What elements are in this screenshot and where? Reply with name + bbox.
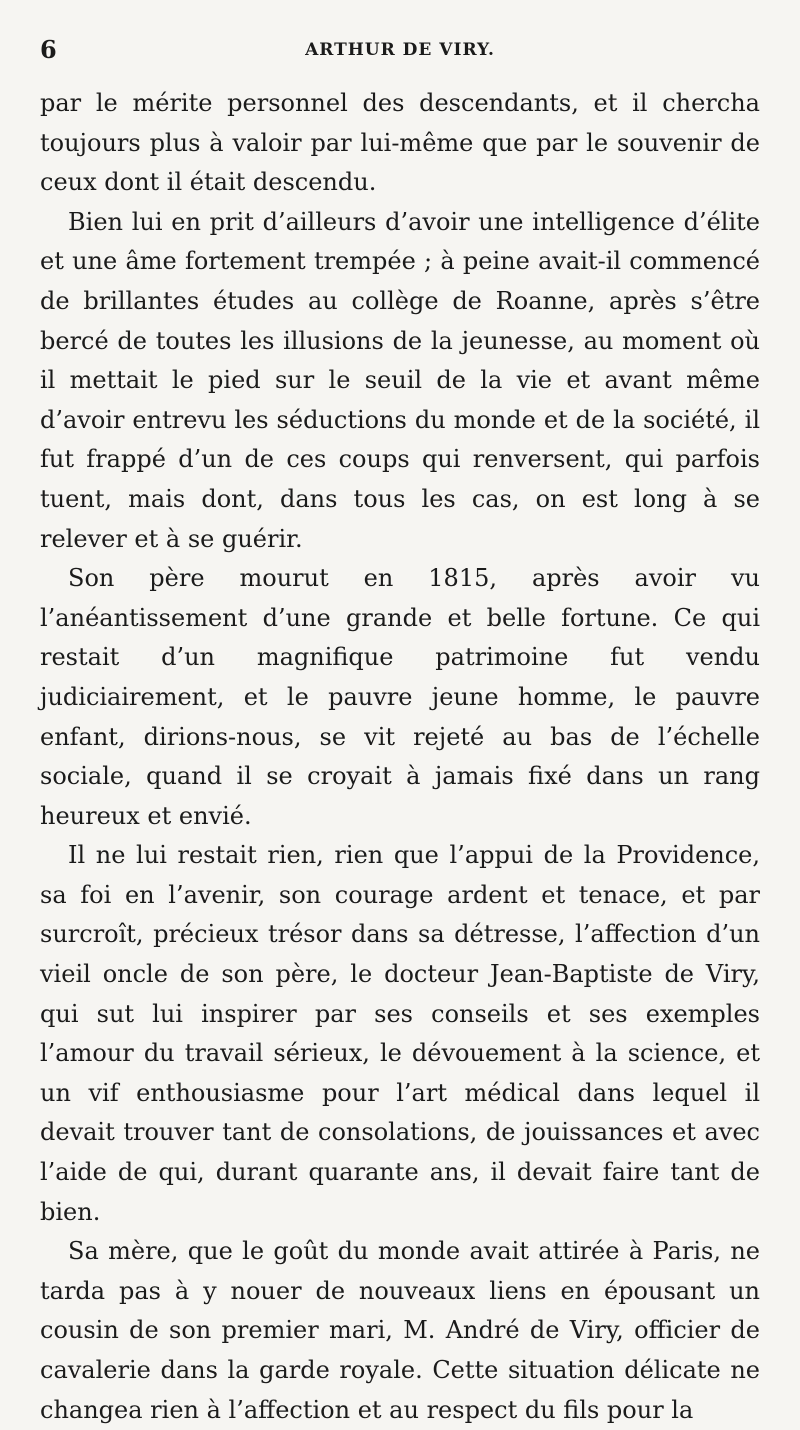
page-header — [40, 30, 760, 70]
paragraph: Il ne lui restait rien, rien que l’appui de la Providence, sa foi en l’avenir, son courage ardent et tenace, et par surcroît, précieux trésor dans sa détresse, l’affection d’un vieil oncle de son père, le docteur Jean-Baptiste de Viry, qui sut lui inspirer par ses conseils et ses exemples l’amour du travail sérieux, le dévouement à la science, et un vif enthousiasme pour l’art médical dans lequel il devait trouver tant de consolations, de jouissances et avec l’aide de qui, durant quarante ans, il devait faire tant de bien. — [40, 841, 760, 1226]
paragraph-continuation: par le mérite personnel des descendants, et il chercha toujours plus à valoir par lui-même que par le souvenir de ceux dont il était descendu. — [40, 89, 760, 197]
page-number: 6 — [40, 35, 57, 64]
body-text — [40, 84, 760, 1430]
running-head: ARTHUR DE VIRY. — [305, 40, 495, 60]
paragraph: Son père mourut en 1815, après avoir vu l’anéantissement d’une grande et belle fortune. Ce qui restait d’un magnifique patrimoine fut vendu judiciairement, et le pauvre jeune homme, le pauvre enfant, dirions-nous, se vit rejeté au bas de l’échelle sociale, quand il se croyait à jamais fixé dans un rang heureux et envié. — [40, 564, 760, 830]
paragraph: Sa mère, que le goût du monde avait attirée à Paris, ne tarda pas à y nouer de nouveaux liens en épousant un cousin de son premier mari, M. André de Viry, officier de cavalerie dans la garde royale. Cette situation délicate ne changea rien à l’affection et au respect du fils pour la — [40, 1237, 760, 1424]
paragraph: Bien lui en prit d’ailleurs d’avoir une intelligence d’élite et une âme fortement trempée ; à peine avait-il commencé de brillantes études au collège de Roanne, après s’être bercé de toutes les illusions de la jeunesse, au moment où il mettait le pied sur le seuil de la vie et avant même d’avoir entrevu les séductions du monde et de la société, il fut frappé d’un de ces coups qui renversent, qui parfois tuent, mais dont, dans tous les cas, on est long à se relever et à se guérir. — [40, 207, 760, 553]
